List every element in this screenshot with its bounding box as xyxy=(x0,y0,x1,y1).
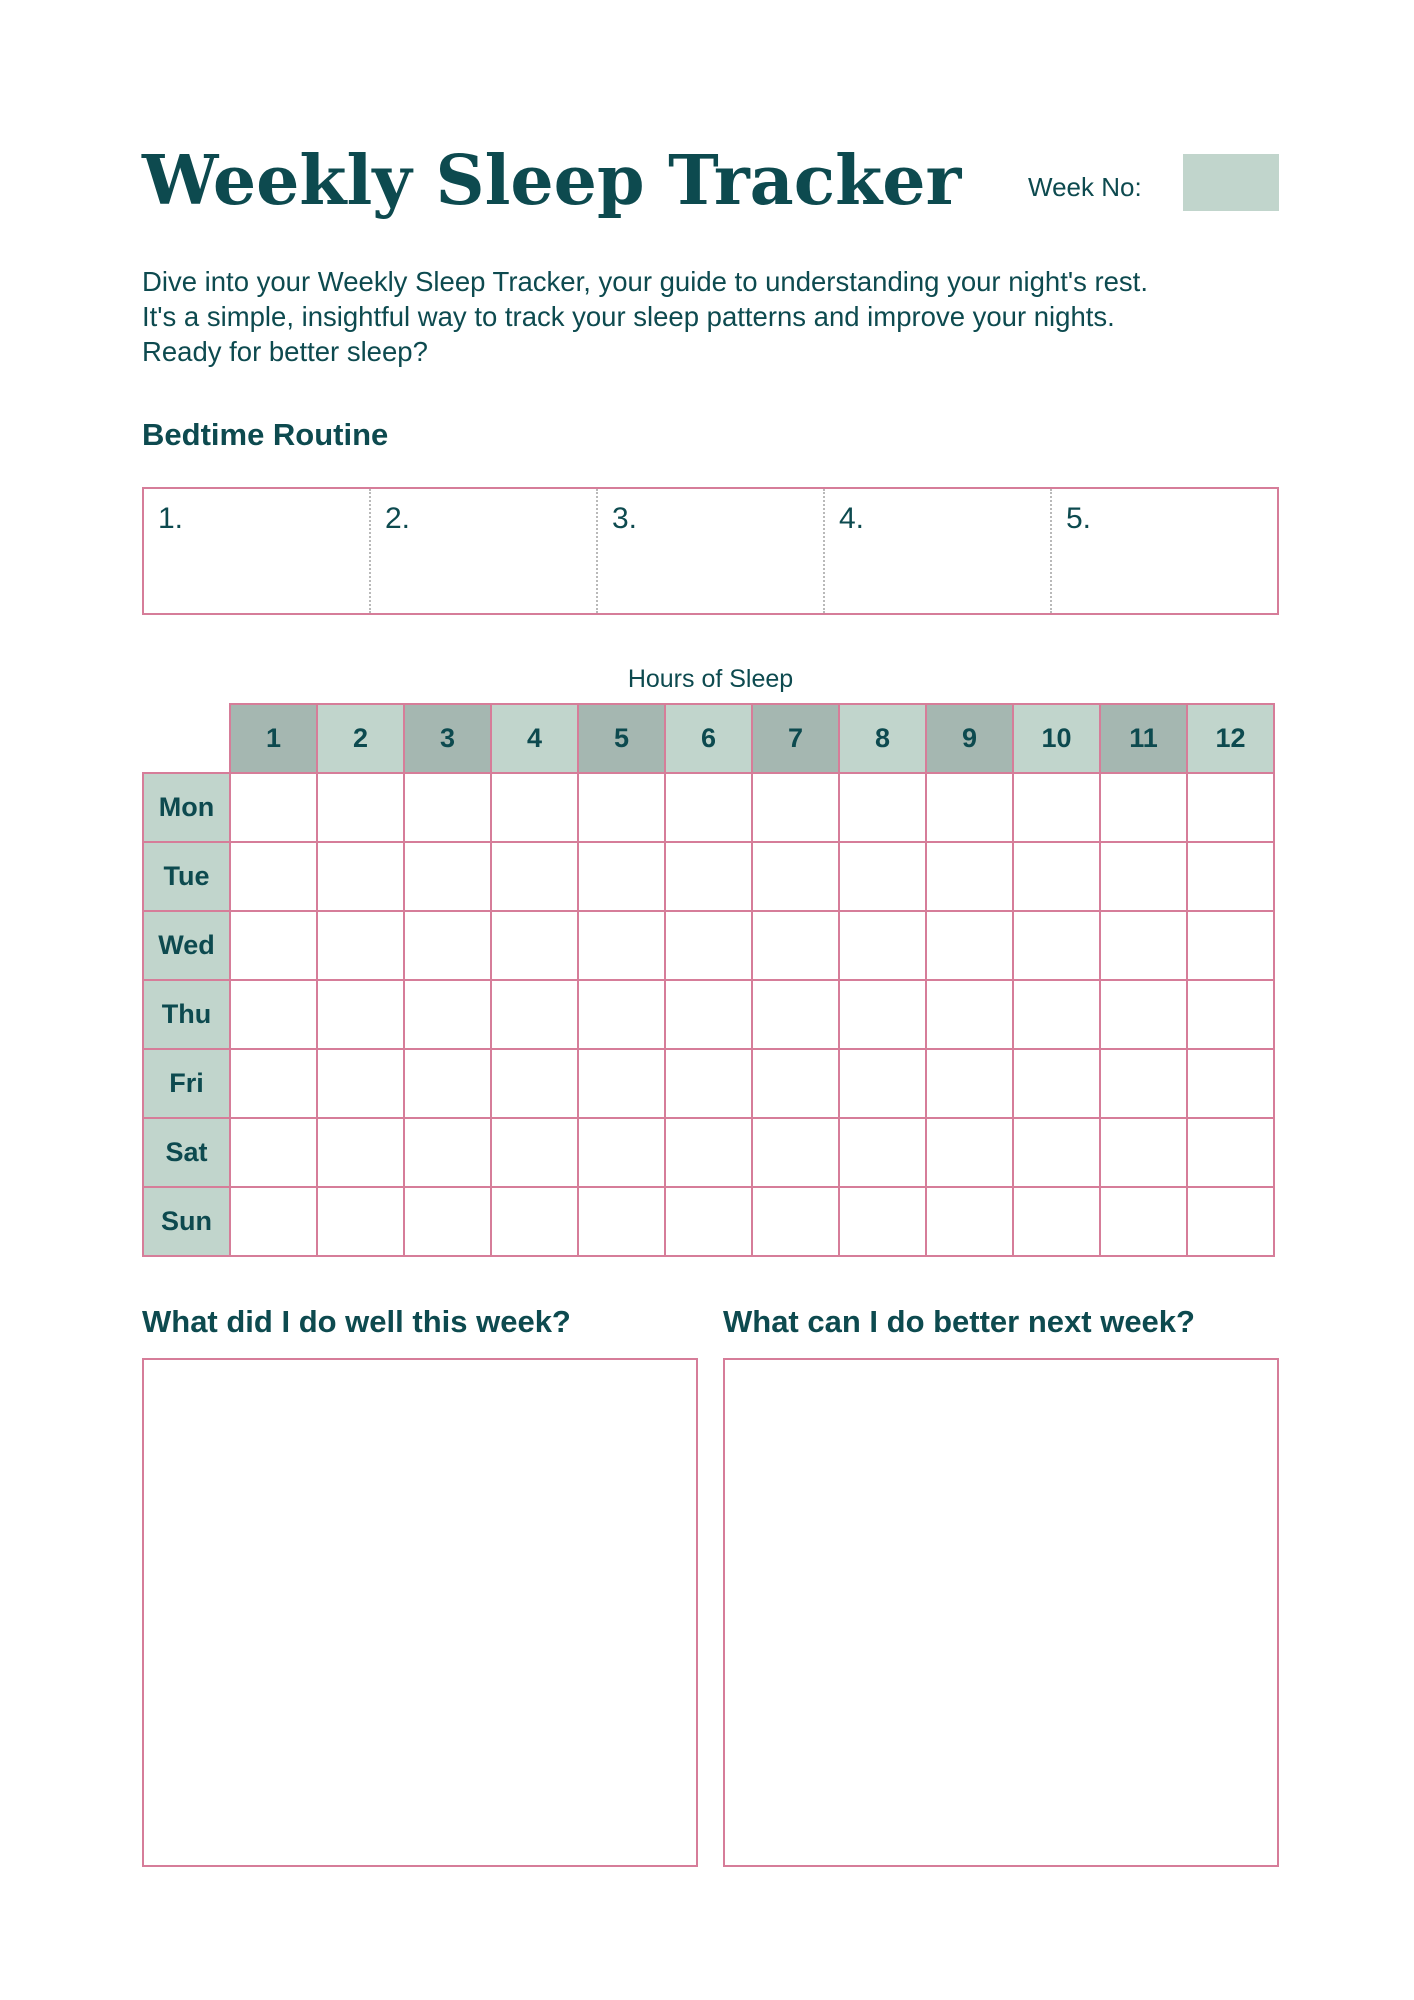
sleep-hour-cell[interactable] xyxy=(404,1049,491,1118)
sleep-hour-cell[interactable] xyxy=(1013,773,1100,842)
hour-header: 11 xyxy=(1100,704,1187,773)
intro-line: Ready for better sleep? xyxy=(142,336,428,367)
day-label: Tue xyxy=(143,842,230,911)
sleep-hour-cell[interactable] xyxy=(839,842,926,911)
sleep-hour-cell[interactable] xyxy=(926,1187,1013,1256)
sleep-hour-cell[interactable] xyxy=(404,1118,491,1187)
sleep-hour-cell[interactable] xyxy=(491,1187,578,1256)
sleep-hour-cell[interactable] xyxy=(491,842,578,911)
sleep-hour-cell[interactable] xyxy=(230,980,317,1049)
sleep-hour-cell[interactable] xyxy=(491,1049,578,1118)
routine-step-number: 2. xyxy=(385,502,411,535)
hour-header: 7 xyxy=(752,704,839,773)
routine-step-number: 4. xyxy=(839,502,865,535)
sleep-hour-cell[interactable] xyxy=(404,773,491,842)
sleep-hour-cell[interactable] xyxy=(926,980,1013,1049)
sleep-hour-cell[interactable] xyxy=(578,911,665,980)
sleep-hour-cell[interactable] xyxy=(752,911,839,980)
hour-header: 12 xyxy=(1187,704,1274,773)
sleep-hour-cell[interactable] xyxy=(1100,911,1187,980)
sleep-hour-cell[interactable] xyxy=(926,842,1013,911)
hour-header: 2 xyxy=(317,704,404,773)
sleep-hour-cell[interactable] xyxy=(1013,911,1100,980)
day-label: Sun xyxy=(143,1187,230,1256)
routine-step-3[interactable] xyxy=(598,489,825,613)
sleep-hour-cell[interactable] xyxy=(1187,980,1274,1049)
sleep-hour-cell[interactable] xyxy=(1100,1049,1187,1118)
sleep-hour-cell[interactable] xyxy=(578,980,665,1049)
sleep-hour-cell[interactable] xyxy=(1187,773,1274,842)
day-label: Wed xyxy=(143,911,230,980)
sleep-hour-cell[interactable] xyxy=(1187,1187,1274,1256)
hour-header: 4 xyxy=(491,704,578,773)
sleep-hour-cell[interactable] xyxy=(1187,842,1274,911)
hour-header: 6 xyxy=(665,704,752,773)
sleep-hour-cell[interactable] xyxy=(926,1118,1013,1187)
routine-step-number: 5. xyxy=(1066,502,1092,535)
sleep-hour-cell[interactable] xyxy=(839,1049,926,1118)
bedtime-routine-heading: Bedtime Routine xyxy=(142,417,389,452)
hour-header: 8 xyxy=(839,704,926,773)
day-row xyxy=(143,773,1274,842)
hours-of-sleep-caption: Hours of Sleep xyxy=(627,665,794,693)
week-number-field[interactable] xyxy=(1183,154,1279,211)
day-row xyxy=(143,1049,1274,1118)
sleep-hour-cell[interactable] xyxy=(1100,980,1187,1049)
routine-step-number: 1. xyxy=(158,502,184,535)
sleep-hour-cell[interactable] xyxy=(752,980,839,1049)
sleep-hour-cell[interactable] xyxy=(1187,1049,1274,1118)
sleep-hour-cell[interactable] xyxy=(491,773,578,842)
sleep-grid xyxy=(142,703,1275,1257)
sleep-hour-cell[interactable] xyxy=(317,1049,404,1118)
routine-step-2[interactable] xyxy=(371,489,598,613)
sleep-hour-cell[interactable] xyxy=(1013,980,1100,1049)
sleep-hour-cell[interactable] xyxy=(839,1187,926,1256)
sleep-hour-cell[interactable] xyxy=(230,842,317,911)
sleep-hour-cell[interactable] xyxy=(752,1049,839,1118)
sleep-hour-cell[interactable] xyxy=(1100,842,1187,911)
sleep-hour-cell[interactable] xyxy=(1100,773,1187,842)
hour-header: 1 xyxy=(230,704,317,773)
sleep-hour-cell[interactable] xyxy=(404,980,491,1049)
sleep-hour-cell[interactable] xyxy=(665,1118,752,1187)
sleep-hour-cell[interactable] xyxy=(317,1187,404,1256)
sleep-hour-cell[interactable] xyxy=(578,1118,665,1187)
sleep-hour-cell[interactable] xyxy=(230,1187,317,1256)
sleep-hour-cell[interactable] xyxy=(839,980,926,1049)
sleep-hour-cell[interactable] xyxy=(665,842,752,911)
do-better-notes-box[interactable] xyxy=(723,1358,1279,1867)
sleep-hour-cell[interactable] xyxy=(926,1049,1013,1118)
did-well-notes-box[interactable] xyxy=(142,1358,698,1867)
sleep-hour-cell[interactable] xyxy=(665,980,752,1049)
sleep-hour-cell[interactable] xyxy=(839,773,926,842)
sleep-hour-cell[interactable] xyxy=(665,1187,752,1256)
sleep-hour-cell[interactable] xyxy=(230,1049,317,1118)
routine-step-5[interactable] xyxy=(1052,489,1277,613)
hours-header-row xyxy=(143,704,1274,773)
day-label: Mon xyxy=(143,773,230,842)
sleep-hour-cell[interactable] xyxy=(230,911,317,980)
grid-corner xyxy=(143,704,230,773)
day-label: Sat xyxy=(143,1118,230,1187)
sleep-hour-cell[interactable] xyxy=(317,911,404,980)
sleep-hour-cell[interactable] xyxy=(1100,1118,1187,1187)
intro-line: Dive into your Weekly Sleep Tracker, your guide to understanding your night's rest. xyxy=(142,266,1148,297)
day-row xyxy=(143,911,1274,980)
sleep-hour-cell[interactable] xyxy=(752,842,839,911)
sleep-hour-cell[interactable] xyxy=(230,773,317,842)
sleep-hour-cell[interactable] xyxy=(839,911,926,980)
intro-paragraph xyxy=(142,264,1292,369)
sleep-hour-cell[interactable] xyxy=(578,1049,665,1118)
sleep-hour-cell[interactable] xyxy=(665,773,752,842)
sleep-hour-cell[interactable] xyxy=(752,1187,839,1256)
day-row xyxy=(143,1118,1274,1187)
do-better-heading: What can I do better next week? xyxy=(723,1304,1195,1339)
day-label: Thu xyxy=(143,980,230,1049)
sleep-hour-cell[interactable] xyxy=(1013,1049,1100,1118)
sleep-hour-cell[interactable] xyxy=(752,773,839,842)
hour-header: 3 xyxy=(404,704,491,773)
sleep-hour-cell[interactable] xyxy=(491,980,578,1049)
hour-header: 5 xyxy=(578,704,665,773)
day-row xyxy=(143,842,1274,911)
routine-step-4[interactable] xyxy=(825,489,1052,613)
sleep-hour-cell[interactable] xyxy=(404,1187,491,1256)
sleep-hour-cell[interactable] xyxy=(230,1118,317,1187)
intro-line: It's a simple, insightful way to track your sleep patterns and improve your nights. xyxy=(142,301,1115,332)
day-row xyxy=(143,1187,1274,1256)
sleep-hour-cell[interactable] xyxy=(317,773,404,842)
sleep-hour-cell[interactable] xyxy=(752,1118,839,1187)
sleep-hour-cell[interactable] xyxy=(1100,1187,1187,1256)
sleep-hour-cell[interactable] xyxy=(1013,1118,1100,1187)
day-label: Fri xyxy=(143,1049,230,1118)
sleep-hour-cell[interactable] xyxy=(839,1118,926,1187)
sleep-hour-cell[interactable] xyxy=(1187,911,1274,980)
hour-header: 10 xyxy=(1013,704,1100,773)
page-title: Weekly Sleep Tracker xyxy=(142,141,962,221)
sleep-hour-cell[interactable] xyxy=(317,842,404,911)
sleep-hour-cell[interactable] xyxy=(491,911,578,980)
did-well-heading: What did I do well this week? xyxy=(142,1304,571,1339)
sleep-hour-cell[interactable] xyxy=(578,1187,665,1256)
sleep-hour-cell[interactable] xyxy=(578,842,665,911)
sleep-hour-cell[interactable] xyxy=(491,1118,578,1187)
routine-step-1[interactable] xyxy=(144,489,371,613)
hour-header: 9 xyxy=(926,704,1013,773)
sleep-hour-cell[interactable] xyxy=(665,911,752,980)
sleep-hour-cell[interactable] xyxy=(404,911,491,980)
sleep-hour-cell[interactable] xyxy=(665,1049,752,1118)
sleep-hour-cell[interactable] xyxy=(317,980,404,1049)
sleep-hour-cell[interactable] xyxy=(926,911,1013,980)
sleep-hour-cell[interactable] xyxy=(578,773,665,842)
sleep-hour-cell[interactable] xyxy=(317,1118,404,1187)
day-row xyxy=(143,980,1274,1049)
sleep-hour-cell[interactable] xyxy=(926,773,1013,842)
sleep-hour-cell[interactable] xyxy=(1187,1118,1274,1187)
bedtime-routine-box xyxy=(142,487,1279,615)
sleep-hour-cell[interactable] xyxy=(404,842,491,911)
routine-step-number: 3. xyxy=(612,502,638,535)
sleep-hour-cell[interactable] xyxy=(1013,842,1100,911)
week-number-label: Week No: xyxy=(1028,172,1142,202)
sleep-hour-cell[interactable] xyxy=(1013,1187,1100,1256)
